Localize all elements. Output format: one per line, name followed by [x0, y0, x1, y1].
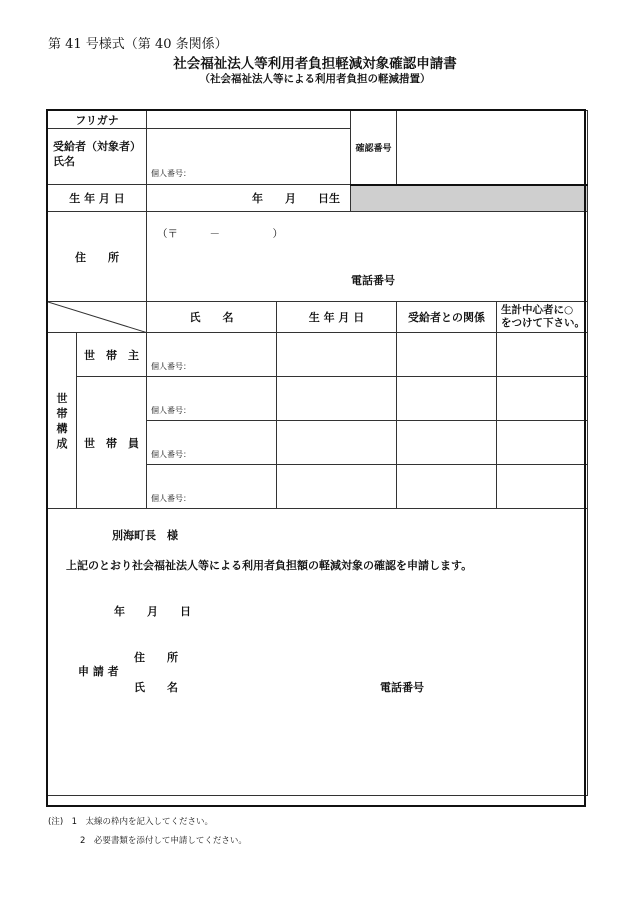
household-member-breadwinner[interactable]	[497, 465, 588, 509]
phone-label: 電話番号	[351, 274, 396, 287]
note-1: (注) 1 太線の枠内を記入してください。	[48, 817, 214, 827]
diagonal-line	[48, 302, 148, 333]
furigana-field[interactable]	[147, 111, 351, 129]
household-member-name[interactable]	[147, 465, 277, 509]
birthdate-format: 年 月 日生	[252, 192, 341, 205]
household-member-name[interactable]	[147, 421, 277, 465]
household-head-name[interactable]	[147, 333, 277, 377]
furigana-label: フリガナ	[48, 111, 147, 129]
name-label: 氏名	[53, 155, 75, 168]
confirmation-number-field[interactable]	[397, 111, 588, 185]
personal-number-label: 個人番号：	[151, 169, 192, 178]
addressee: 別海町長 様	[112, 529, 178, 542]
recipient-label: 受給者（対象者）	[53, 140, 141, 153]
form-title: 社会福祉法人等利用者負担軽減対象確認申請書	[173, 56, 457, 72]
personal-number-label: 個人番号：	[151, 406, 192, 415]
household-member-birthdate[interactable]	[277, 465, 397, 509]
birthdate-label: 生 年 月 日	[48, 185, 147, 212]
household-member-name[interactable]	[147, 377, 277, 421]
personal-number-label: 個人番号：	[151, 450, 192, 459]
confirmation-number-label: 確認番号	[351, 111, 397, 185]
household-head-label: 世 帯 主	[77, 333, 147, 377]
form-number: 第 41 号様式（第 40 条関係）	[48, 37, 228, 52]
postal-code: （〒 － ）	[157, 228, 284, 240]
address-field[interactable]	[147, 212, 588, 302]
form-subtitle: （社会福祉法人等による利用者負担の軽減措置）	[199, 73, 431, 85]
personal-number-label: 個人番号：	[151, 494, 192, 503]
household-member-relation[interactable]	[397, 377, 497, 421]
recipient-name-label	[48, 129, 147, 185]
applicant-name-label: 氏 名	[134, 681, 178, 694]
application-form	[47, 110, 588, 796]
declaration-section	[48, 509, 588, 796]
household-member-breadwinner[interactable]	[497, 377, 588, 421]
applicant-address-label: 住 所	[134, 651, 178, 664]
application-date[interactable]: 年 月 日	[114, 605, 191, 618]
applicant-phone-label: 電話番号	[380, 681, 424, 694]
col-birthdate-header: 生 年 月 日	[277, 302, 397, 333]
applicant-label: 申 請 者	[78, 665, 119, 678]
personal-number-label: 個人番号：	[151, 362, 192, 371]
birthdate-field[interactable]	[147, 185, 351, 212]
address-label: 住 所	[48, 212, 147, 302]
household-head-birthdate[interactable]	[277, 333, 397, 377]
col-breadwinner-header: 生計中心者に○ をつけて下さい。	[497, 302, 588, 333]
recipient-name-field[interactable]	[147, 129, 351, 185]
note-2: 2 必要書類を添付して申請してください。	[80, 836, 247, 846]
household-member-birthdate[interactable]	[277, 421, 397, 465]
household-member-label: 世 帯 員	[77, 377, 147, 509]
household-member-breadwinner[interactable]	[497, 421, 588, 465]
household-member-relation[interactable]	[397, 465, 497, 509]
diagonal-cell	[48, 302, 147, 333]
household-member-relation[interactable]	[397, 421, 497, 465]
household-head-relation[interactable]	[397, 333, 497, 377]
col-relation-header: 受給者との関係	[397, 302, 497, 333]
shaded-cell	[351, 185, 588, 212]
declaration-statement: 上記のとおり社会福祉法人等による利用者負担額の軽減対象の確認を申請します。	[66, 559, 473, 572]
household-section-label: 世 帯 構 成	[48, 333, 77, 509]
household-member-birthdate[interactable]	[277, 377, 397, 421]
col-name-header: 氏 名	[147, 302, 277, 333]
household-head-breadwinner[interactable]	[497, 333, 588, 377]
